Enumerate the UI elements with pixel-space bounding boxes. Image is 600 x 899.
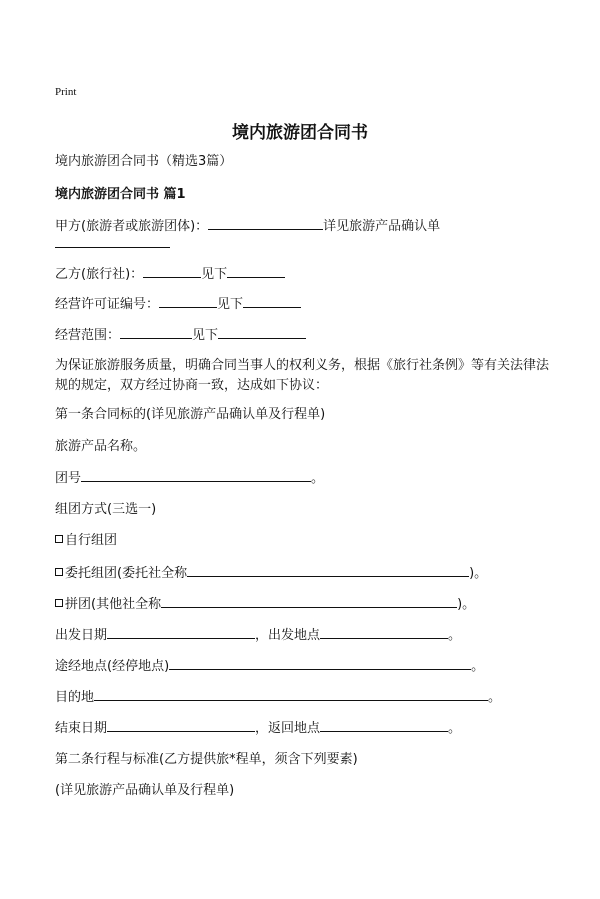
self-checkbox[interactable] [55,535,63,543]
scope-label: 经营范围： [55,328,121,343]
party-b-blank-1 [143,266,201,278]
join-blank [161,596,457,608]
article-2: 第二条行程与标准(乙方提供旅*程单，须含下列要素) [55,752,358,767]
via-label: 途经地点(经停地点) [55,659,170,674]
party-a-label: 甲方(旅游者或旅游团体)： [55,219,209,234]
group-mode-line: 组团方式(三选一) [55,502,157,517]
end-date-blank [107,720,255,732]
end-suffix: 。 [448,721,462,736]
document-title: 境内旅游团合同书 [232,123,368,143]
option-self-label: 自行组团 [65,533,118,548]
article-2-note: (详见旅游产品确认单及行程单) [55,783,235,798]
option-join-line [55,596,475,613]
party-b-label: 乙方(旅行社)： [55,267,144,282]
scope-value: 见下 [192,328,219,343]
license-value: 见下 [217,297,244,312]
departure-place-blank [320,627,448,639]
party-b-line [55,266,285,283]
join-checkbox[interactable] [55,599,63,607]
scope-blank-1 [120,327,192,339]
departure-suffix: 。 [448,628,462,643]
scope-line [55,327,306,344]
group-no-label: 团号 [55,471,82,486]
party-a-line [55,218,440,235]
group-no-blank [81,470,311,482]
preamble-paragraph: 为保证旅游服务质量，明确合同当事人的权利义务，根据《旅行社条例》等有关法律法规的规定，双方经过协商一致，达成如下协议： [55,358,550,393]
via-line [55,658,484,675]
departure-place-label: ，出发地点 [255,628,321,643]
join-suffix: )。 [457,597,476,612]
document-subtitle: 境内旅游团合同书（精选3篇） [55,154,233,169]
via-suffix: 。 [471,659,485,674]
end-place-blank [320,720,448,732]
entrust-suffix: )。 [469,566,488,581]
license-line [55,296,301,313]
scope-blank-2 [218,327,306,339]
departure-date-label: 出发日期 [55,628,108,643]
entrust-checkbox[interactable] [55,568,63,576]
entrust-blank [187,565,469,577]
license-label: 经营许可证编号： [55,297,160,312]
party-a-value: 详见旅游产品确认单 [323,219,441,234]
destination-label: 目的地 [55,690,95,705]
party-a-blank-2 [55,236,170,248]
party-b-value: 见下 [201,267,228,282]
destination-suffix: 。 [488,690,502,705]
end-place-label: ，返回地点 [255,721,321,736]
departure-line [55,627,461,644]
party-a-blank [208,218,323,230]
license-blank-2 [243,296,301,308]
destination-line [55,689,501,706]
print-label: Print [55,86,77,98]
group-no-line [55,470,324,487]
option-entrust-line [55,565,487,582]
end-date-label: 结束日期 [55,721,108,736]
license-blank-1 [159,296,217,308]
end-line [55,720,461,737]
via-blank [169,658,471,670]
departure-date-blank [107,627,255,639]
article-1: 第一条合同标的(详见旅游产品确认单及行程单) [55,407,326,422]
option-self-line [55,533,117,549]
option-join-label: 拼团(其他社全称 [65,597,162,612]
section-heading: 境内旅游团合同书 篇1 [55,187,186,202]
party-a-continuation [55,236,170,253]
destination-blank [94,689,488,701]
option-entrust-label: 委托组团(委托社全称 [65,566,188,581]
party-b-blank-2 [227,266,285,278]
product-name-line: 旅游产品名称。 [55,439,147,454]
group-no-suffix: 。 [311,471,325,486]
